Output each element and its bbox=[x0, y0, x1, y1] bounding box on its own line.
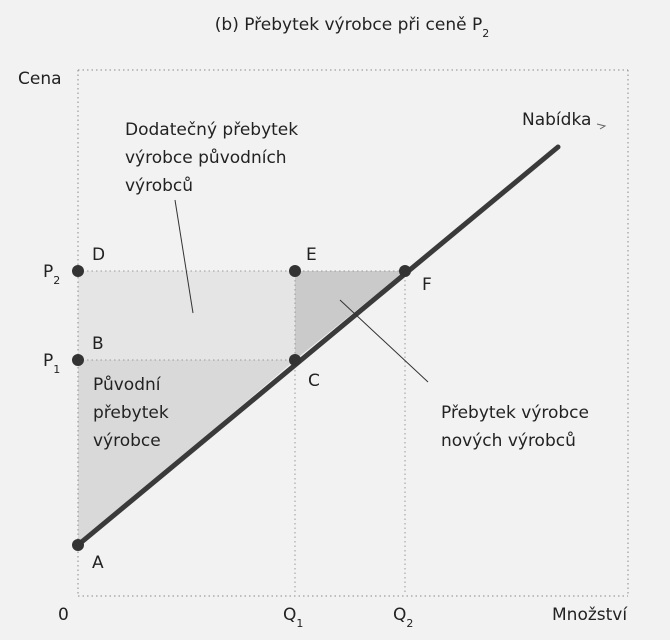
point-a bbox=[72, 539, 84, 551]
diagram-title-main: (b) Přebytek výrobce při ceně P bbox=[214, 15, 483, 35]
new-surplus-line-1: Přebytek výrobce bbox=[441, 403, 589, 423]
point-e-label: E bbox=[306, 245, 317, 265]
additional-surplus-area bbox=[78, 271, 295, 360]
point-b bbox=[72, 354, 84, 366]
p1-main: P bbox=[43, 351, 54, 371]
origin-label: 0 bbox=[58, 605, 69, 625]
point-f-label: F bbox=[422, 275, 432, 295]
q1-label bbox=[283, 605, 303, 630]
q2-label bbox=[393, 605, 413, 630]
original-surplus-line-2: přebytek bbox=[93, 403, 169, 423]
point-d-label: D bbox=[92, 245, 106, 265]
x-axis-label: Množství bbox=[552, 605, 628, 625]
original-surplus-line-1: Původní bbox=[93, 375, 161, 395]
new-surplus-pointer bbox=[340, 300, 428, 382]
original-surplus-line-3: výrobce bbox=[93, 431, 161, 451]
new-surplus-line-2: nových výrobců bbox=[441, 431, 576, 451]
additional-surplus-line-1: Dodatečný přebytek bbox=[125, 120, 299, 140]
point-d bbox=[72, 265, 84, 277]
additional-surplus-line-2: výrobce původních bbox=[125, 148, 287, 168]
supply-curve-label: Nabídka bbox=[522, 110, 592, 130]
q2-main: Q bbox=[393, 605, 407, 625]
additional-surplus-label bbox=[125, 120, 298, 196]
point-f bbox=[399, 265, 411, 277]
point-b-label: B bbox=[92, 334, 104, 354]
additional-surplus-line-3: výrobců bbox=[125, 176, 194, 196]
q1-main: Q bbox=[283, 605, 297, 625]
p1-label bbox=[43, 351, 60, 376]
curve-label-tick bbox=[597, 124, 605, 129]
point-c-label: C bbox=[308, 371, 320, 391]
p2-sub: 2 bbox=[53, 273, 61, 287]
q2-sub: 2 bbox=[406, 616, 414, 630]
original-surplus-label bbox=[93, 375, 169, 451]
new-surplus-label bbox=[441, 403, 589, 451]
p2-label bbox=[43, 262, 60, 287]
p1-sub: 1 bbox=[53, 362, 61, 376]
p2-main: P bbox=[43, 262, 54, 282]
q1-sub: 1 bbox=[296, 616, 304, 630]
y-axis-label: Cena bbox=[18, 69, 62, 89]
point-c bbox=[289, 354, 301, 366]
point-a-label: A bbox=[92, 553, 104, 573]
diagram-title bbox=[215, 15, 489, 40]
diagram-title-sub: 2 bbox=[482, 26, 490, 40]
point-e bbox=[289, 265, 301, 277]
